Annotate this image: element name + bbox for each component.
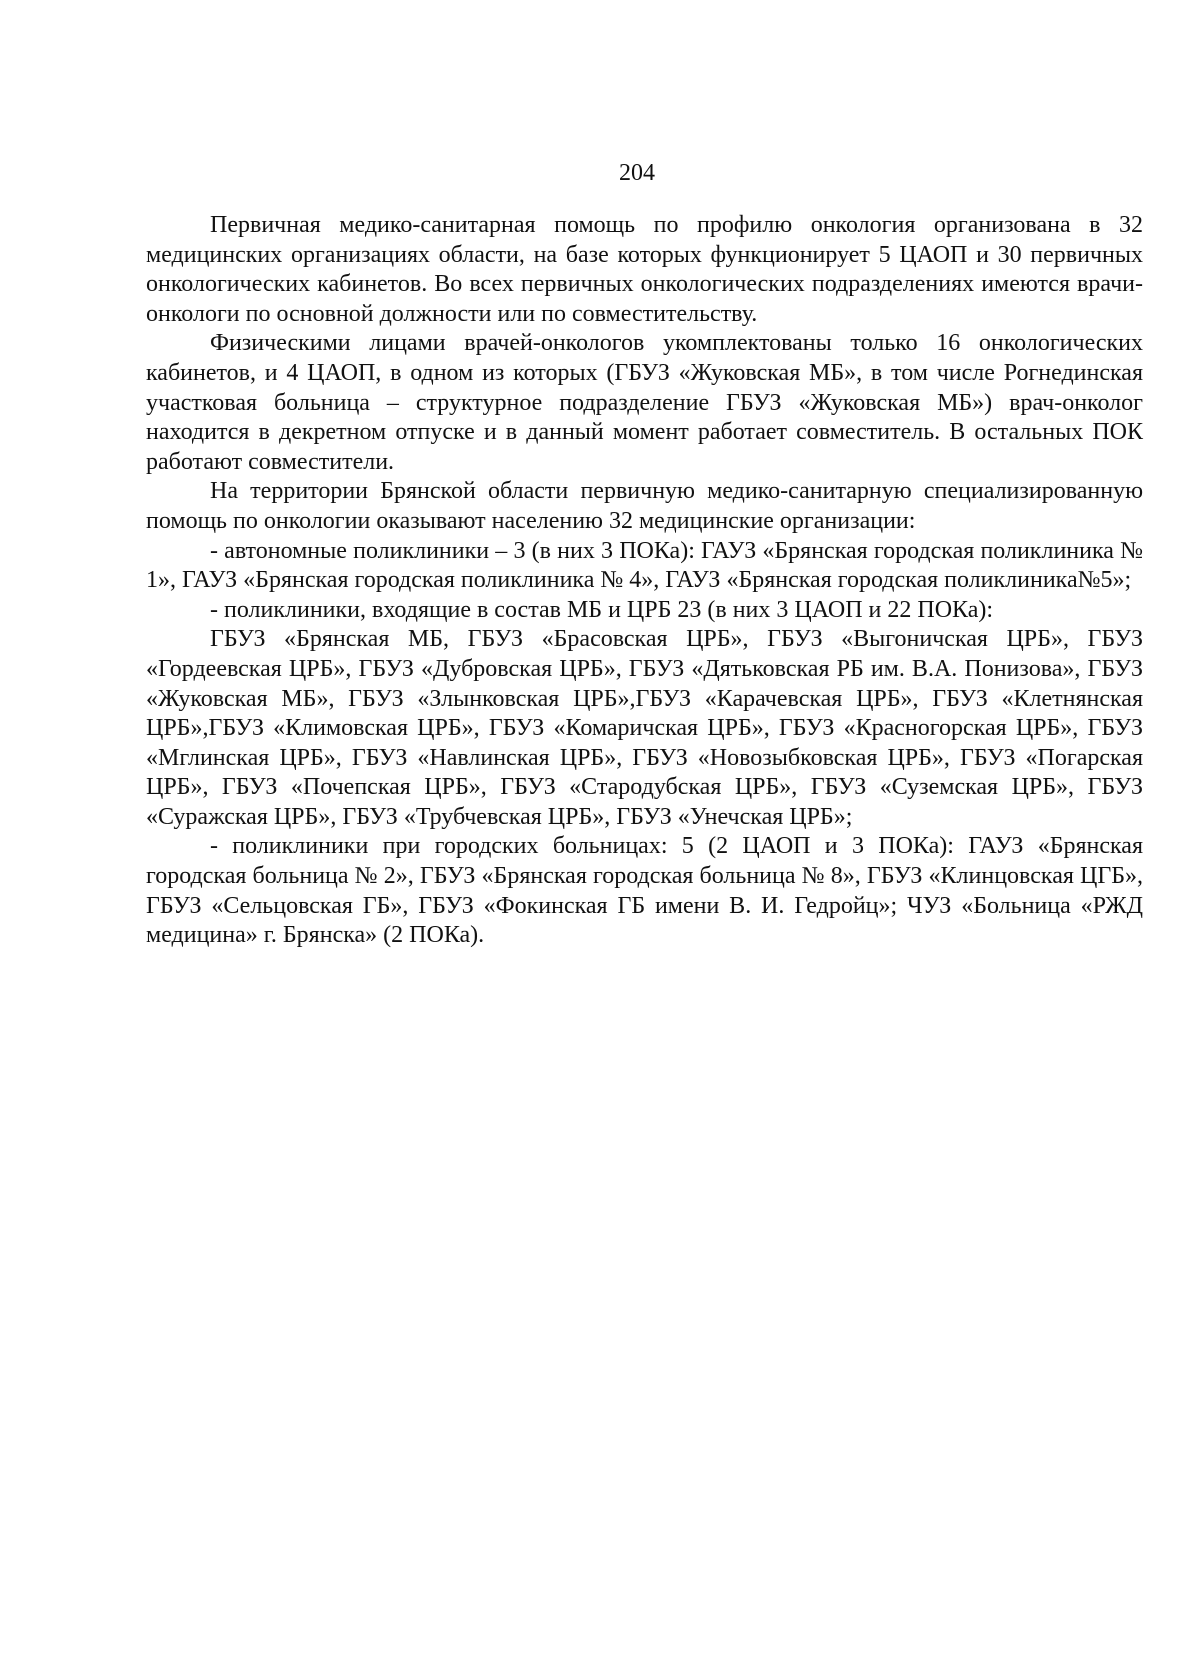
document-body [146, 211, 1143, 951]
list-item-city-hospital-polyclinics: - поликлиники при городских больницах: 5 (2 ЦАОП и 3 ПОКа): ГАУЗ «Брянская городская больница № 2», ГБУЗ «Брянская городская больница № 8», ГБУЗ «Клинцовская ЦГБ», ГБУЗ «Сельцовская ГБ», ГБУЗ «Фокинская ГБ имени В. И. Гедройц»; ЧУЗ «Больница «РЖД медицина» г. Брянска» (2 ПОКа). [146, 833, 1143, 949]
list-item-autonomous-polyclinics: - автономные поликлиники – 3 (в них 3 ПОКа): ГАУЗ «Брянская городская поликлиника № 1», ГАУЗ «Брянская городская поликлиника № 4», ГАУЗ «Брянская городская поликлиника№5»; [146, 537, 1143, 594]
paragraph-organizations-intro: На территории Брянской области первичную медико-санитарную специализированную помощь по онкологии оказывают населению 32 медицинские организации: [146, 478, 1143, 534]
list-item-district-polyclinics: - поликлиники, входящие в состав МБ и ЦРБ 23 (в них 3 ЦАОП и 22 ПОКа): [210, 596, 994, 623]
paragraph-oncology-care-organization: Первичная медико-санитарная помощь по профилю онкология организована в 32 медицинских организациях области, на базе которых функционирует 5 ЦАОП и 30 первичных онкологических кабинетов. Во всех первичных онкологических подразделениях имеются врачи-онкологи по основной должности или по совместительству. [146, 212, 1143, 327]
paragraph-district-hospitals-list: ГБУЗ «Брянская МБ, ГБУЗ «Брасовская ЦРБ», ГБУЗ «Выгоничская ЦРБ», ГБУЗ «Гордеевская ЦРБ», ГБУЗ «Дубровская ЦРБ», ГБУЗ «Дятьковская РБ им. В.А. Понизова», ГБУЗ «Жуковская МБ», ГБУЗ «Злынковская ЦРБ»,ГБУЗ «Карачевская ЦРБ», ГБУЗ «Клетнянская ЦРБ»,ГБУЗ «Климовская ЦРБ», ГБУЗ «Комаричская ЦРБ», ГБУЗ «Красногорская ЦРБ», ГБУЗ «Мглинская ЦРБ», ГБУЗ «Навлинская ЦРБ», ГБУЗ «Новозыбковская ЦРБ», ГБУЗ «Погарская ЦРБ», ГБУЗ «Почепская ЦРБ», ГБУЗ «Стародубская ЦРБ», ГБУЗ «Суземская ЦРБ», ГБУЗ «Суражская ЦРБ», ГБУЗ «Трубчевская ЦРБ», ГБУЗ «Унечская ЦРБ»; [146, 626, 1143, 830]
paragraph-staffing: Физическими лицами врачей-онкологов укомплектованы только 16 онкологических кабинетов, и 4 ЦАОП, в одном из которых (ГБУЗ «Жуковская МБ», в том числе Рогнединская участковая больница – структурное подразделение ГБУЗ «Жуковская МБ») врач-онколог находится в декретном отпуске и в данный момент работает совместитель. В остальных ПОК работают совместители. [146, 330, 1143, 475]
page-number: 204 [619, 160, 655, 186]
